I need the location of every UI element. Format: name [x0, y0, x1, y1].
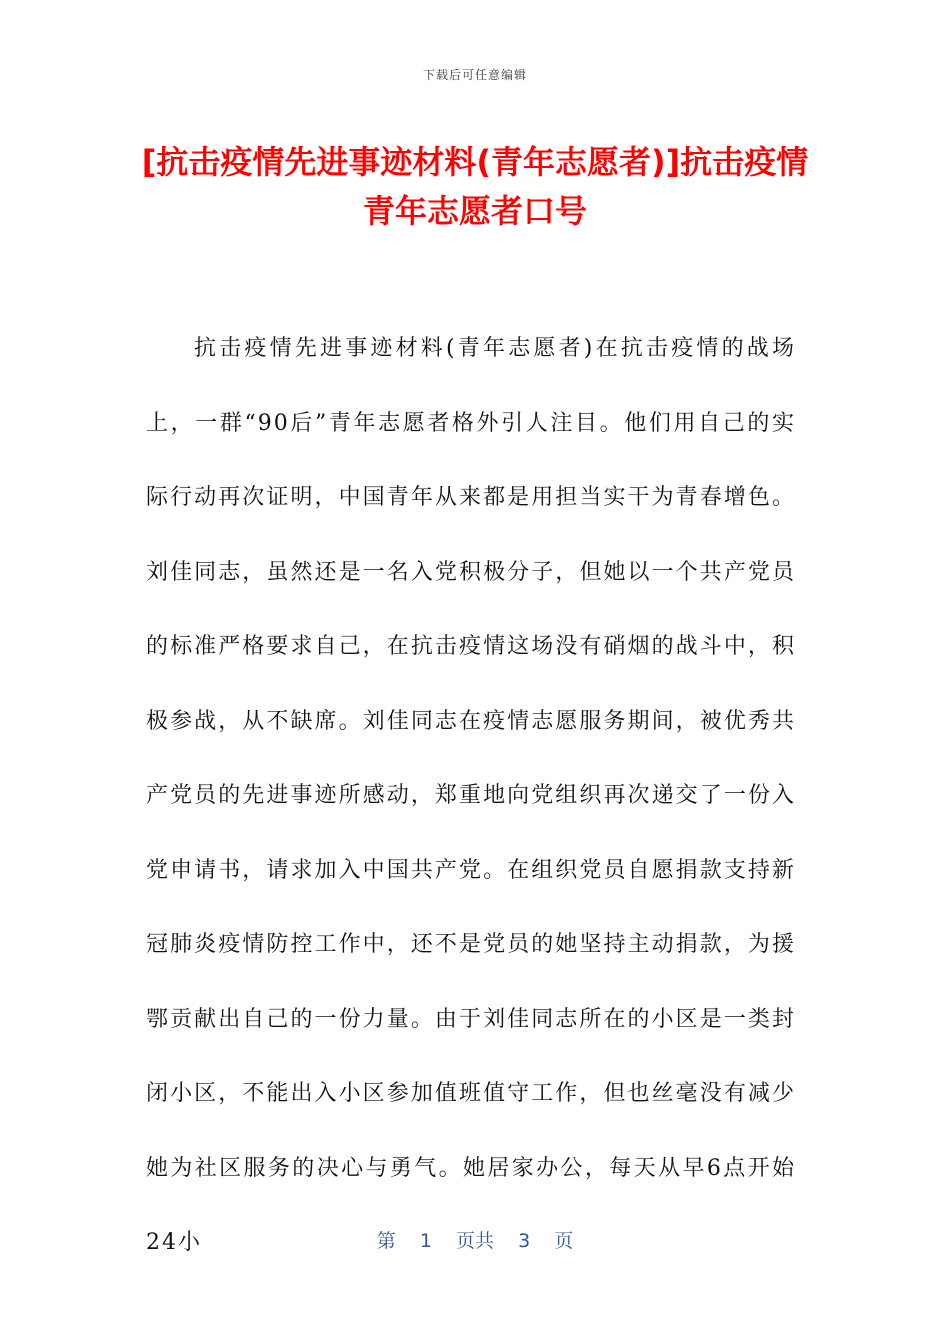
page-number-footer: 第 1 页共 3 页 — [376, 1230, 574, 1252]
document-title: [抗击疫情先进事迹材料(青年志愿者)]抗击疫情青年志愿者口号 — [141, 143, 809, 230]
body-paragraph: 抗击疫情先进事迹材料(青年志愿者)在抗击疫情的战场上，一群“90后”青年志愿者格外引人注目。他们用自己的实际行动再次证明，中国青年从来都是用担当实干为青春增色。刘佳同志，虽然还是一名入党积极分子，但她以一个共产党员的标准严格要求自己，在抗击疫情这场没有硝烟的战斗中，积极参战，从不缺席。刘佳同志在疫情志愿服务期间，被优秀共产党员的先进事迹所感动，郑重地向党组织再次递交了一份入党申请书，请求加入中国共产党。在组织党员自愿捐款支持新冠肺炎疫情防控工作中，还不是党员的她坚持主动捐款，为援鄂贡献出自己的一份力量。由于刘佳同志所在的小区是一类封闭小区，不能出入小区参加值班值守工作，但也丝毫没有减少她为社区服务的决心与勇气。她居家办公，每天从早6点开始24小 — [146, 336, 796, 1255]
header-note: 下载后可任意编辑 — [422, 68, 527, 82]
